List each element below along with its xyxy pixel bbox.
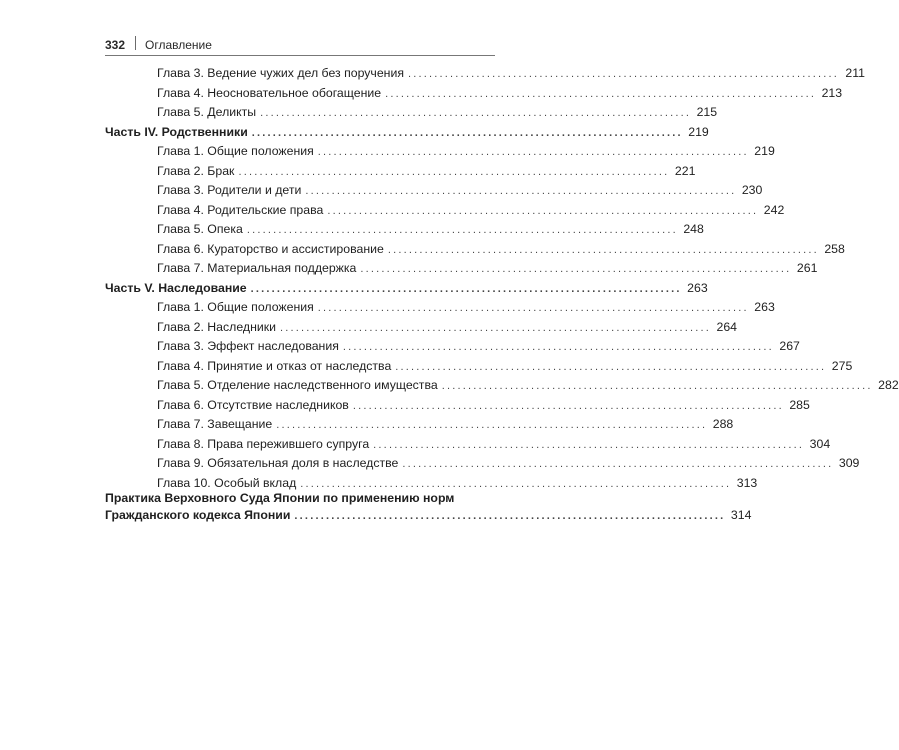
entry-page-number: 230 <box>741 183 763 197</box>
toc-chapter-entry[interactable] <box>105 377 899 394</box>
toc-chapter-entry[interactable] <box>105 416 734 433</box>
toc-chapter-entry[interactable] <box>105 202 785 219</box>
entry-title: Глава 5. Деликты <box>157 105 257 119</box>
toc-chapter-entry[interactable] <box>105 455 860 472</box>
leader-dots: .................................................................................. <box>402 458 834 470</box>
leader-dots: .................................................................................. <box>342 341 774 353</box>
entry-page-number: 258 <box>824 241 845 256</box>
entry-page-number: 213 <box>821 85 843 100</box>
appendix-title: Гражданского кодекса Японии <box>105 508 291 522</box>
entry-page-number: 219 <box>688 124 709 139</box>
entry-page-number: 264 <box>716 319 738 334</box>
entry-title: Глава 3. Эффект наследования <box>157 339 339 353</box>
leader-dots: .................................................................................. <box>238 165 670 178</box>
entry-page-number: 248 <box>683 222 704 236</box>
entry-page-number: 309 <box>838 456 860 470</box>
entry-title: Глава 6. Отсутствие наследников <box>157 397 349 412</box>
leader-dots: .................................................................................. <box>395 360 827 373</box>
toc-chapter-entry[interactable] <box>105 163 696 180</box>
entry-page-number: 263 <box>687 280 708 295</box>
entry-title: Глава 6. Кураторство и ассистирование <box>157 241 384 256</box>
page-number: 332 <box>105 38 126 52</box>
entry-page-number: 275 <box>831 358 853 373</box>
entry-page-number: 282 <box>878 378 899 392</box>
toc-chapter-entry[interactable] <box>105 85 843 102</box>
entry-title: Глава 5. Опека <box>157 222 243 236</box>
entry-page-number: 219 <box>754 144 775 158</box>
leader-dots: .................................................................................. <box>360 263 792 275</box>
toc-part-entry[interactable] <box>105 280 708 297</box>
entry-title: Глава 2. Наследники <box>157 319 276 334</box>
entry-title: Глава 8. Права пережившего супруга <box>157 436 370 451</box>
entry-page-number: 261 <box>796 261 818 275</box>
entry-page-number: 288 <box>712 417 734 431</box>
toc-chapter-entry[interactable] <box>105 182 763 199</box>
entry-title: Глава 7. Материальная поддержка <box>157 261 357 275</box>
entry-title: Часть V. Наследование <box>105 280 247 295</box>
leader-dots: .................................................................................. <box>280 321 712 334</box>
toc-chapter-entry[interactable] <box>105 358 853 375</box>
toc-chapter-entry[interactable] <box>105 397 810 414</box>
entry-title: Глава 4. Принятие и отказ от наследства <box>157 358 392 373</box>
toc-chapter-entry[interactable] <box>105 104 718 121</box>
toc-chapter-entry[interactable] <box>105 299 775 316</box>
entry-title: Часть IV. Родственники <box>105 124 248 139</box>
entry-page-number: 313 <box>736 475 758 490</box>
entry-title: Глава 9. Обязательная доля в наследстве <box>157 456 399 470</box>
entry-title: Глава 4. Родительские права <box>157 202 324 217</box>
entry-title: Глава 3. Родители и дети <box>157 183 302 197</box>
leader-dots: .................................................................................. <box>250 282 682 295</box>
toc-chapter-entry[interactable] <box>105 241 845 258</box>
entry-page-number: 267 <box>779 339 800 353</box>
leader-dots: .................................................................................. <box>294 510 726 522</box>
toc-chapter-entry[interactable] <box>105 475 758 492</box>
toc-chapter-entry[interactable] <box>105 260 818 277</box>
leader-dots: .................................................................................. <box>385 87 817 100</box>
leader-dots: .................................................................................. <box>327 204 759 217</box>
entry-page-number: 285 <box>789 397 810 412</box>
appendix-entry-line2[interactable] <box>105 507 752 524</box>
entry-page-number: 221 <box>674 163 696 178</box>
entry-page-number: 211 <box>845 66 866 80</box>
leader-dots: .................................................................................. <box>251 126 683 139</box>
entry-title: Глава 2. Брак <box>157 163 235 178</box>
toc-chapter-entry[interactable] <box>105 436 831 453</box>
appendix-page: 314 <box>730 508 752 522</box>
toc-chapter-entry[interactable] <box>105 143 775 160</box>
entry-title: Глава 4. Неосновательное обогащение <box>157 85 382 100</box>
toc-part-entry[interactable] <box>105 124 709 141</box>
leader-dots: .................................................................................. <box>246 224 678 236</box>
entry-title: Глава 1. Общие положения <box>157 300 314 314</box>
toc-chapter-entry[interactable] <box>105 65 866 82</box>
leader-dots: .................................................................................. <box>317 302 749 314</box>
leader-dots: .................................................................................. <box>305 185 737 197</box>
section-title: Оглавление <box>145 38 212 52</box>
leader-dots: .................................................................................. <box>387 243 819 256</box>
leader-dots: .................................................................................. <box>352 399 784 412</box>
toc-chapter-entry[interactable] <box>105 221 704 238</box>
leader-dots: .................................................................................. <box>260 107 692 119</box>
entry-title: Глава 7. Завещание <box>157 417 273 431</box>
leader-dots: .................................................................................. <box>276 419 708 431</box>
entry-title: Глава 3. Ведение чужих дел без поручения <box>157 66 404 80</box>
entry-title: Глава 5. Отделение наследственного имущества <box>157 378 438 392</box>
entry-title: Глава 10. Особый вклад <box>157 475 297 490</box>
entry-page-number: 215 <box>696 105 718 119</box>
entry-page-number: 242 <box>763 202 785 217</box>
leader-dots: .................................................................................. <box>300 477 732 490</box>
leader-dots: .................................................................................. <box>317 146 749 158</box>
toc-chapter-entry[interactable] <box>105 319 738 336</box>
entry-title: Глава 1. Общие положения <box>157 144 314 158</box>
entry-page-number: 304 <box>809 436 831 451</box>
toc-chapter-entry[interactable] <box>105 338 800 355</box>
leader-dots: .................................................................................. <box>408 68 840 80</box>
leader-dots: .................................................................................. <box>373 438 805 451</box>
entry-page-number: 263 <box>754 300 775 314</box>
appendix-entry-line1[interactable]: Практика Верховного Суда Японии по применению норм <box>105 491 455 505</box>
leader-dots: .................................................................................. <box>441 380 873 392</box>
